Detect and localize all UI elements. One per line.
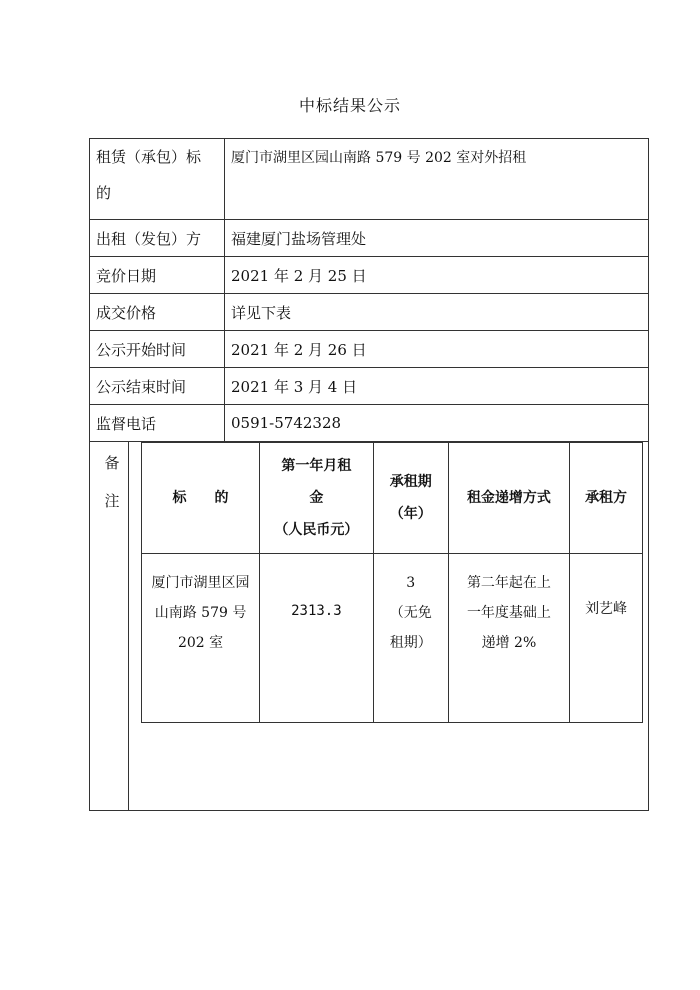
result-table: [89, 138, 649, 811]
row-price: [90, 294, 649, 331]
header-lessee: 承租方: [570, 443, 643, 554]
value-subject: 厦门市湖里区园山南路 579 号 202 室对外招租: [225, 139, 649, 220]
details-data-row: [142, 554, 643, 723]
row-lessor: [90, 220, 649, 257]
value-lessor: 福建厦门盐场管理处: [225, 220, 649, 257]
row-phone: [90, 405, 649, 442]
cell-increase-line3: 递增 2%: [481, 635, 537, 651]
cell-term-line2: （无免: [389, 605, 432, 621]
header-rent: [260, 443, 374, 554]
header-rent-line2: 金: [309, 490, 324, 506]
remarks-label: [96, 442, 129, 810]
row-bid-date: [90, 257, 649, 294]
header-increase: 租金递增方式: [448, 443, 569, 554]
cell-subject: [142, 554, 260, 723]
remarks-label-char1: 备: [104, 454, 120, 472]
value-price: 详见下表: [225, 294, 649, 331]
header-term: [373, 443, 448, 554]
row-start: [90, 331, 649, 368]
cell-subject-line3: 202 室: [177, 635, 224, 651]
cell-subject-line1: 厦门市湖里区园: [151, 575, 250, 591]
remarks-label-char2: 注: [104, 492, 120, 510]
details-header-row: [142, 443, 643, 554]
remarks-wrap: [96, 442, 642, 810]
cell-term-line1: 3: [406, 575, 416, 591]
header-subject: 标 的: [142, 443, 260, 554]
header-rent-line1: 第一年月租: [281, 458, 352, 474]
cell-increase-line2: 一年度基础上: [466, 605, 551, 621]
label-start: 公示开始时间: [90, 331, 225, 368]
header-term-line1: 承租期: [389, 474, 432, 490]
label-lessor: 出租（发包）方: [90, 220, 225, 257]
value-start: 2021 年 2 月 26 日: [225, 331, 649, 368]
remarks-cell: [90, 442, 649, 811]
label-subject-line2: 的: [96, 184, 112, 202]
label-subject: [90, 139, 225, 220]
row-subject: [90, 139, 649, 220]
label-bid-date: 竞价日期: [90, 257, 225, 294]
details-table: [141, 442, 643, 723]
cell-lessee: 刘艺峰: [570, 554, 643, 723]
cell-rent: 2313.3: [260, 554, 374, 723]
value-end: 2021 年 3 月 4 日: [225, 368, 649, 405]
row-end: [90, 368, 649, 405]
label-subject-line1: 租赁（承包）标: [96, 148, 202, 166]
cell-term-line3: 租期）: [389, 635, 432, 651]
header-rent-line3: （人民币元）: [274, 522, 359, 538]
label-phone: 监督电话: [90, 405, 225, 442]
cell-increase-line1: 第二年起在上: [466, 575, 551, 591]
cell-increase: [448, 554, 569, 723]
label-price: 成交价格: [90, 294, 225, 331]
cell-term: [373, 554, 448, 723]
value-bid-date: 2021 年 2 月 25 日: [225, 257, 649, 294]
row-remarks: [90, 442, 649, 811]
cell-subject-line2: 山南路 579 号: [154, 605, 247, 621]
header-term-line2: （年）: [389, 506, 432, 522]
page-title: 中标结果公示: [298, 96, 401, 115]
label-end: 公示结束时间: [90, 368, 225, 405]
value-phone: 0591-5742328: [225, 405, 649, 442]
